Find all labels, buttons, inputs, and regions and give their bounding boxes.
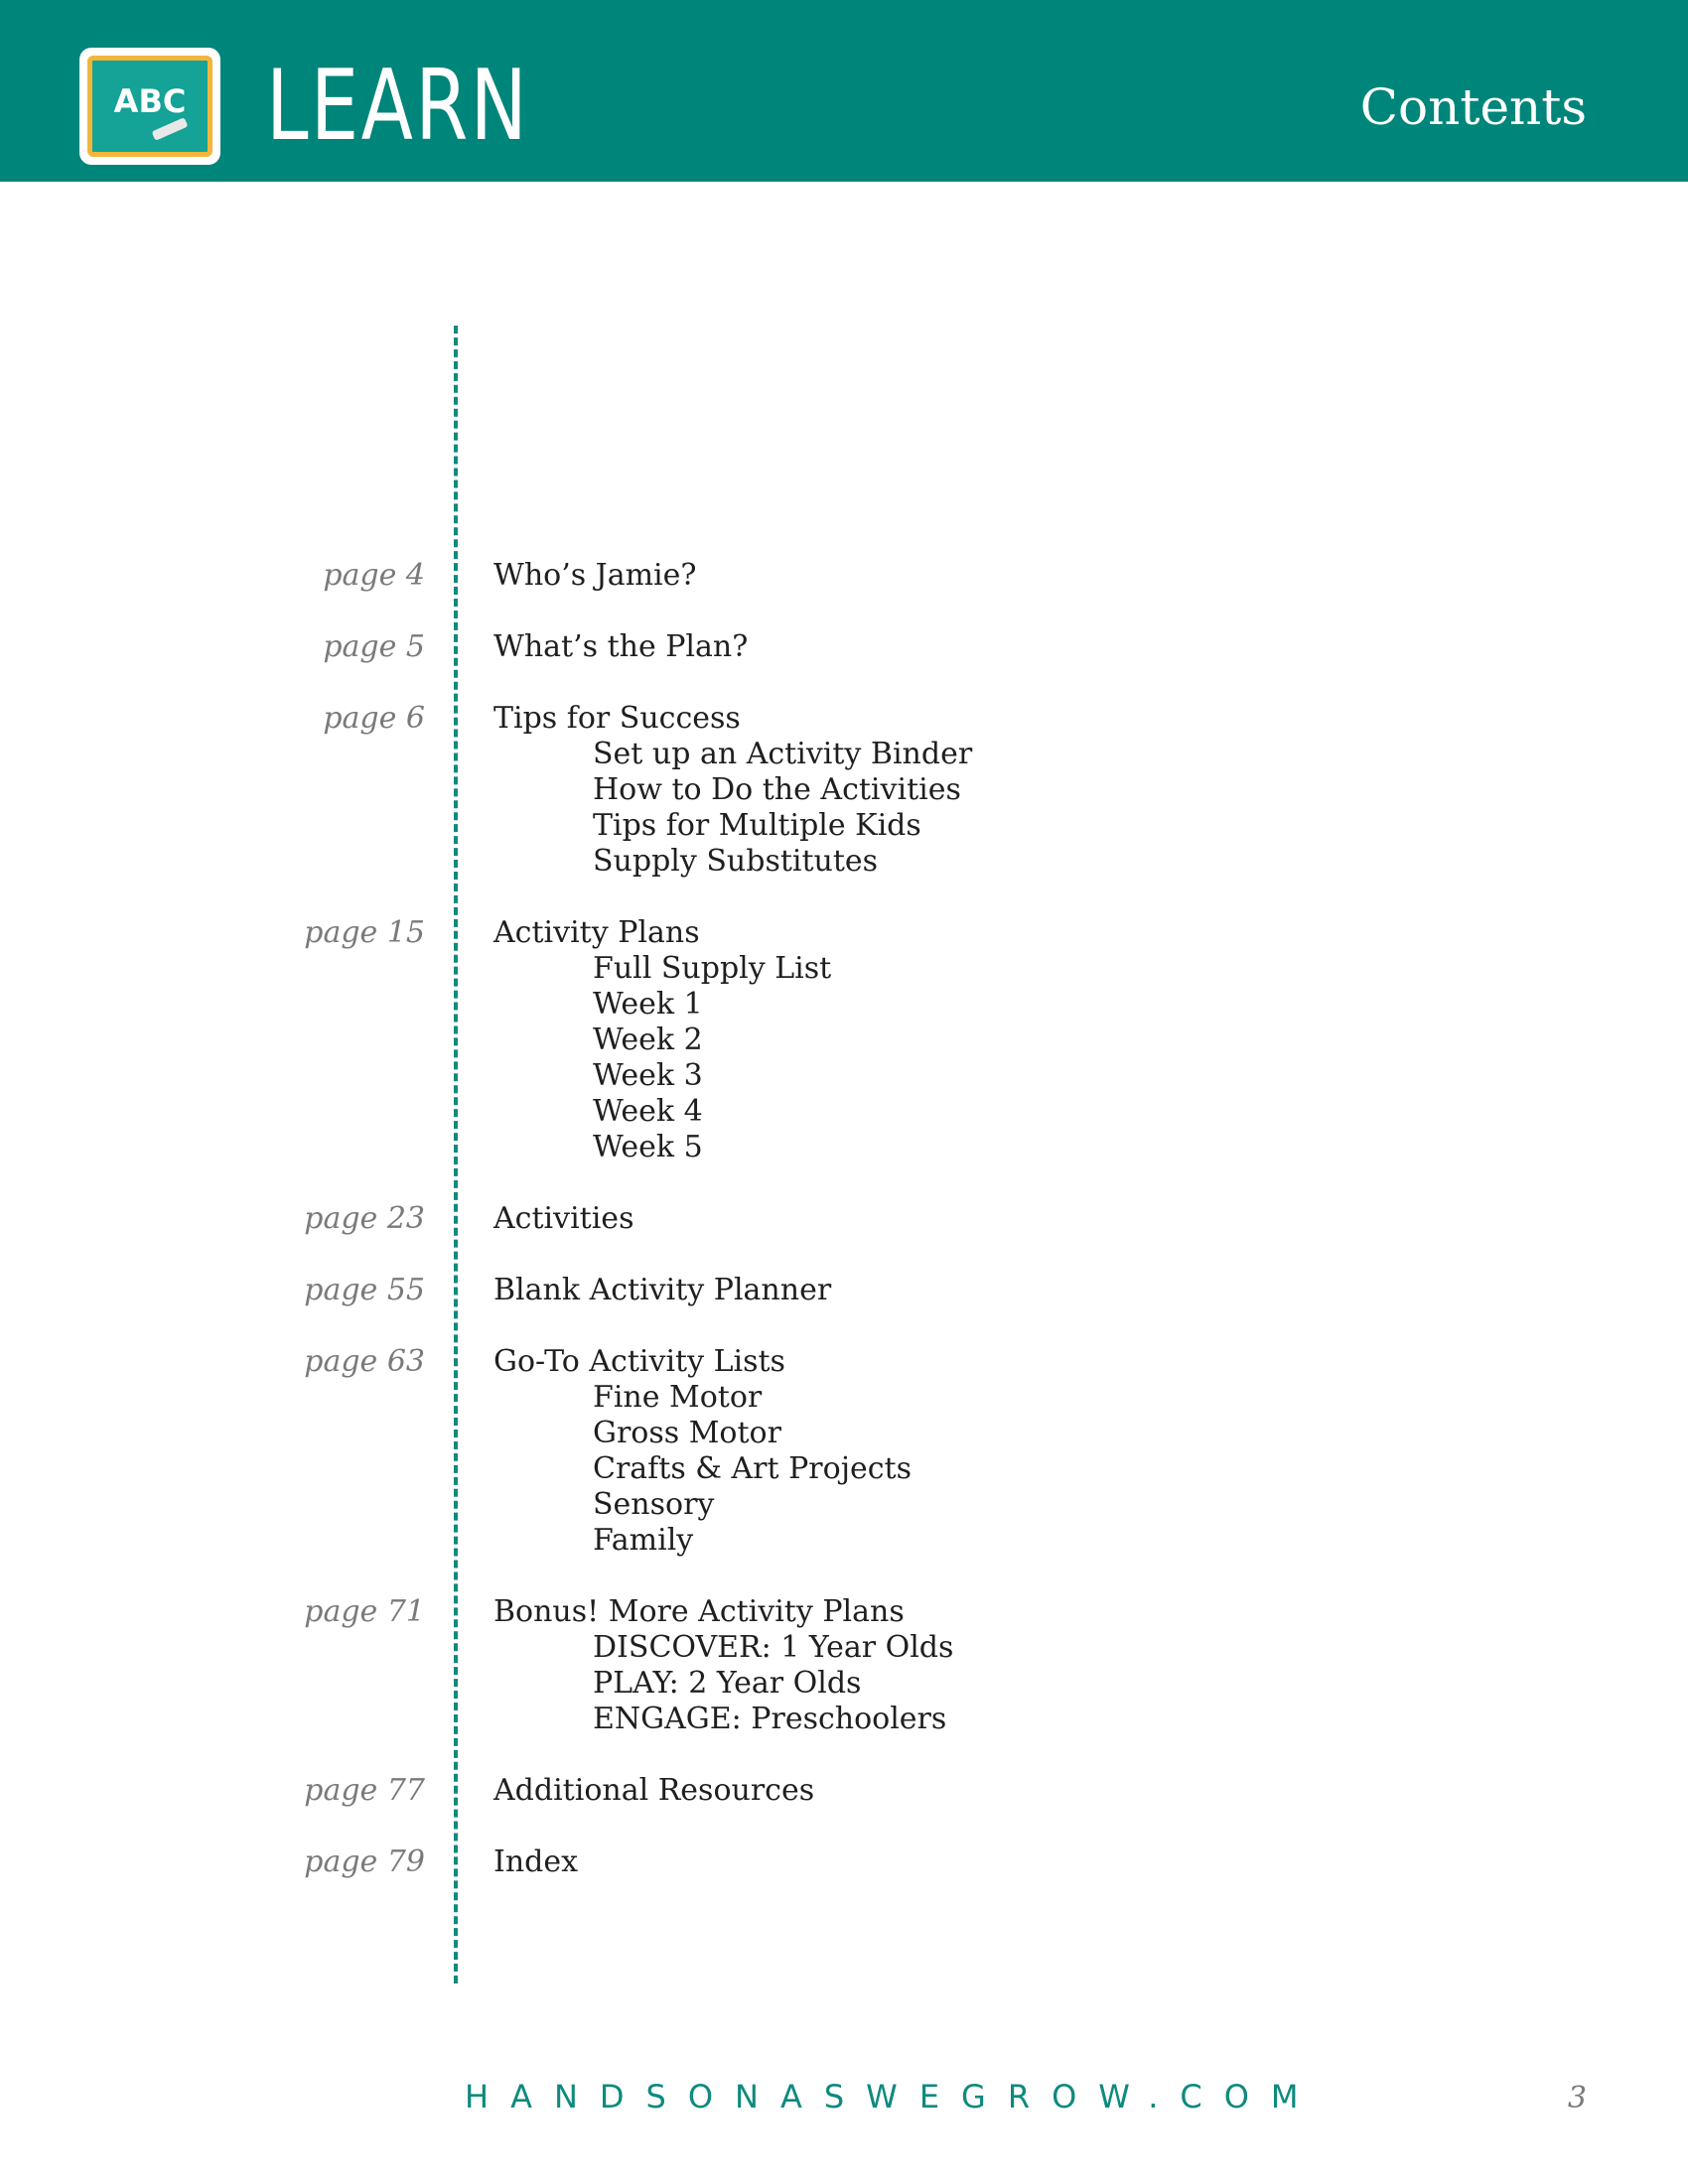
toc-page-ref: page 5: [323, 629, 425, 664]
page-number: 3: [1567, 2081, 1587, 2116]
abc-chalkboard-logo: [79, 48, 220, 165]
toc-subitem[interactable]: Fine Motor: [593, 1380, 763, 1415]
header-band: [0, 0, 1688, 182]
toc-entry[interactable]: [0, 915, 1688, 1165]
toc-subitem[interactable]: Week 5: [593, 1130, 703, 1164]
toc-subitem[interactable]: ENGAGE: Preschoolers: [593, 1702, 947, 1736]
toc-page-ref: page 15: [304, 915, 425, 950]
section-title: Contents: [1359, 78, 1587, 136]
toc-title[interactable]: Activity Plans: [493, 915, 700, 950]
toc-subitem[interactable]: Tips for Multiple Kids: [593, 808, 921, 843]
toc-page-ref: page 63: [304, 1344, 425, 1379]
toc-subitem[interactable]: DISCOVER: 1 Year Olds: [593, 1630, 954, 1665]
logo-text: ABC: [113, 82, 187, 120]
toc-subitem[interactable]: Week 2: [593, 1023, 703, 1057]
toc-title[interactable]: Activities: [493, 1201, 634, 1236]
toc-entry[interactable]: [0, 1273, 1688, 1308]
toc-subitem[interactable]: Gross Motor: [593, 1416, 781, 1450]
toc-subitem[interactable]: Week 3: [593, 1058, 703, 1093]
toc-page-ref: page 6: [323, 701, 425, 736]
toc-entry[interactable]: [0, 558, 1688, 594]
toc-entry[interactable]: [0, 1344, 1688, 1559]
toc-page-ref: page 55: [304, 1273, 425, 1307]
toc-entry[interactable]: [0, 629, 1688, 665]
toc-page-ref: page 4: [323, 558, 425, 593]
toc-subitem[interactable]: Full Supply List: [593, 951, 832, 986]
toc-subitem[interactable]: How to Do the Activities: [593, 772, 961, 807]
toc-page-ref: page 71: [304, 1594, 425, 1629]
chalk-icon: [152, 117, 189, 141]
toc-subitem[interactable]: Week 1: [593, 987, 703, 1022]
toc-subitem[interactable]: Sensory: [593, 1487, 715, 1522]
toc-page-ref: page 79: [304, 1844, 425, 1879]
toc-title[interactable]: Index: [493, 1844, 579, 1879]
toc-title[interactable]: Additional Resources: [493, 1773, 815, 1808]
table-of-contents: [0, 558, 1688, 1916]
brand-title: LEARN: [266, 50, 530, 163]
footer-website[interactable]: HANDSONASWEGROW.COM: [465, 2078, 1321, 2116]
toc-entry[interactable]: [0, 1594, 1688, 1737]
toc-entry[interactable]: [0, 701, 1688, 880]
toc-entry[interactable]: [0, 1773, 1688, 1809]
logo-chalkboard: [87, 56, 212, 157]
toc-title[interactable]: Bonus! More Activity Plans: [493, 1594, 905, 1629]
toc-subitem[interactable]: Crafts & Art Projects: [593, 1451, 913, 1486]
toc-title[interactable]: What’s the Plan?: [493, 629, 749, 664]
toc-subitem[interactable]: Set up an Activity Binder: [593, 737, 973, 771]
toc-subitem[interactable]: PLAY: 2 Year Olds: [593, 1666, 862, 1701]
toc-subitem[interactable]: Family: [593, 1523, 694, 1558]
toc-subitem[interactable]: Week 4: [593, 1094, 703, 1129]
toc-page-ref: page 77: [304, 1773, 425, 1808]
toc-title[interactable]: Blank Activity Planner: [493, 1273, 832, 1307]
toc-entry[interactable]: [0, 1201, 1688, 1237]
toc-title[interactable]: Tips for Success: [493, 701, 741, 736]
toc-title[interactable]: Who’s Jamie?: [493, 558, 697, 593]
toc-entry[interactable]: [0, 1844, 1688, 1880]
toc-subitem[interactable]: Supply Substitutes: [593, 844, 879, 879]
toc-title[interactable]: Go-To Activity Lists: [493, 1344, 785, 1379]
toc-page-ref: page 23: [304, 1201, 425, 1236]
